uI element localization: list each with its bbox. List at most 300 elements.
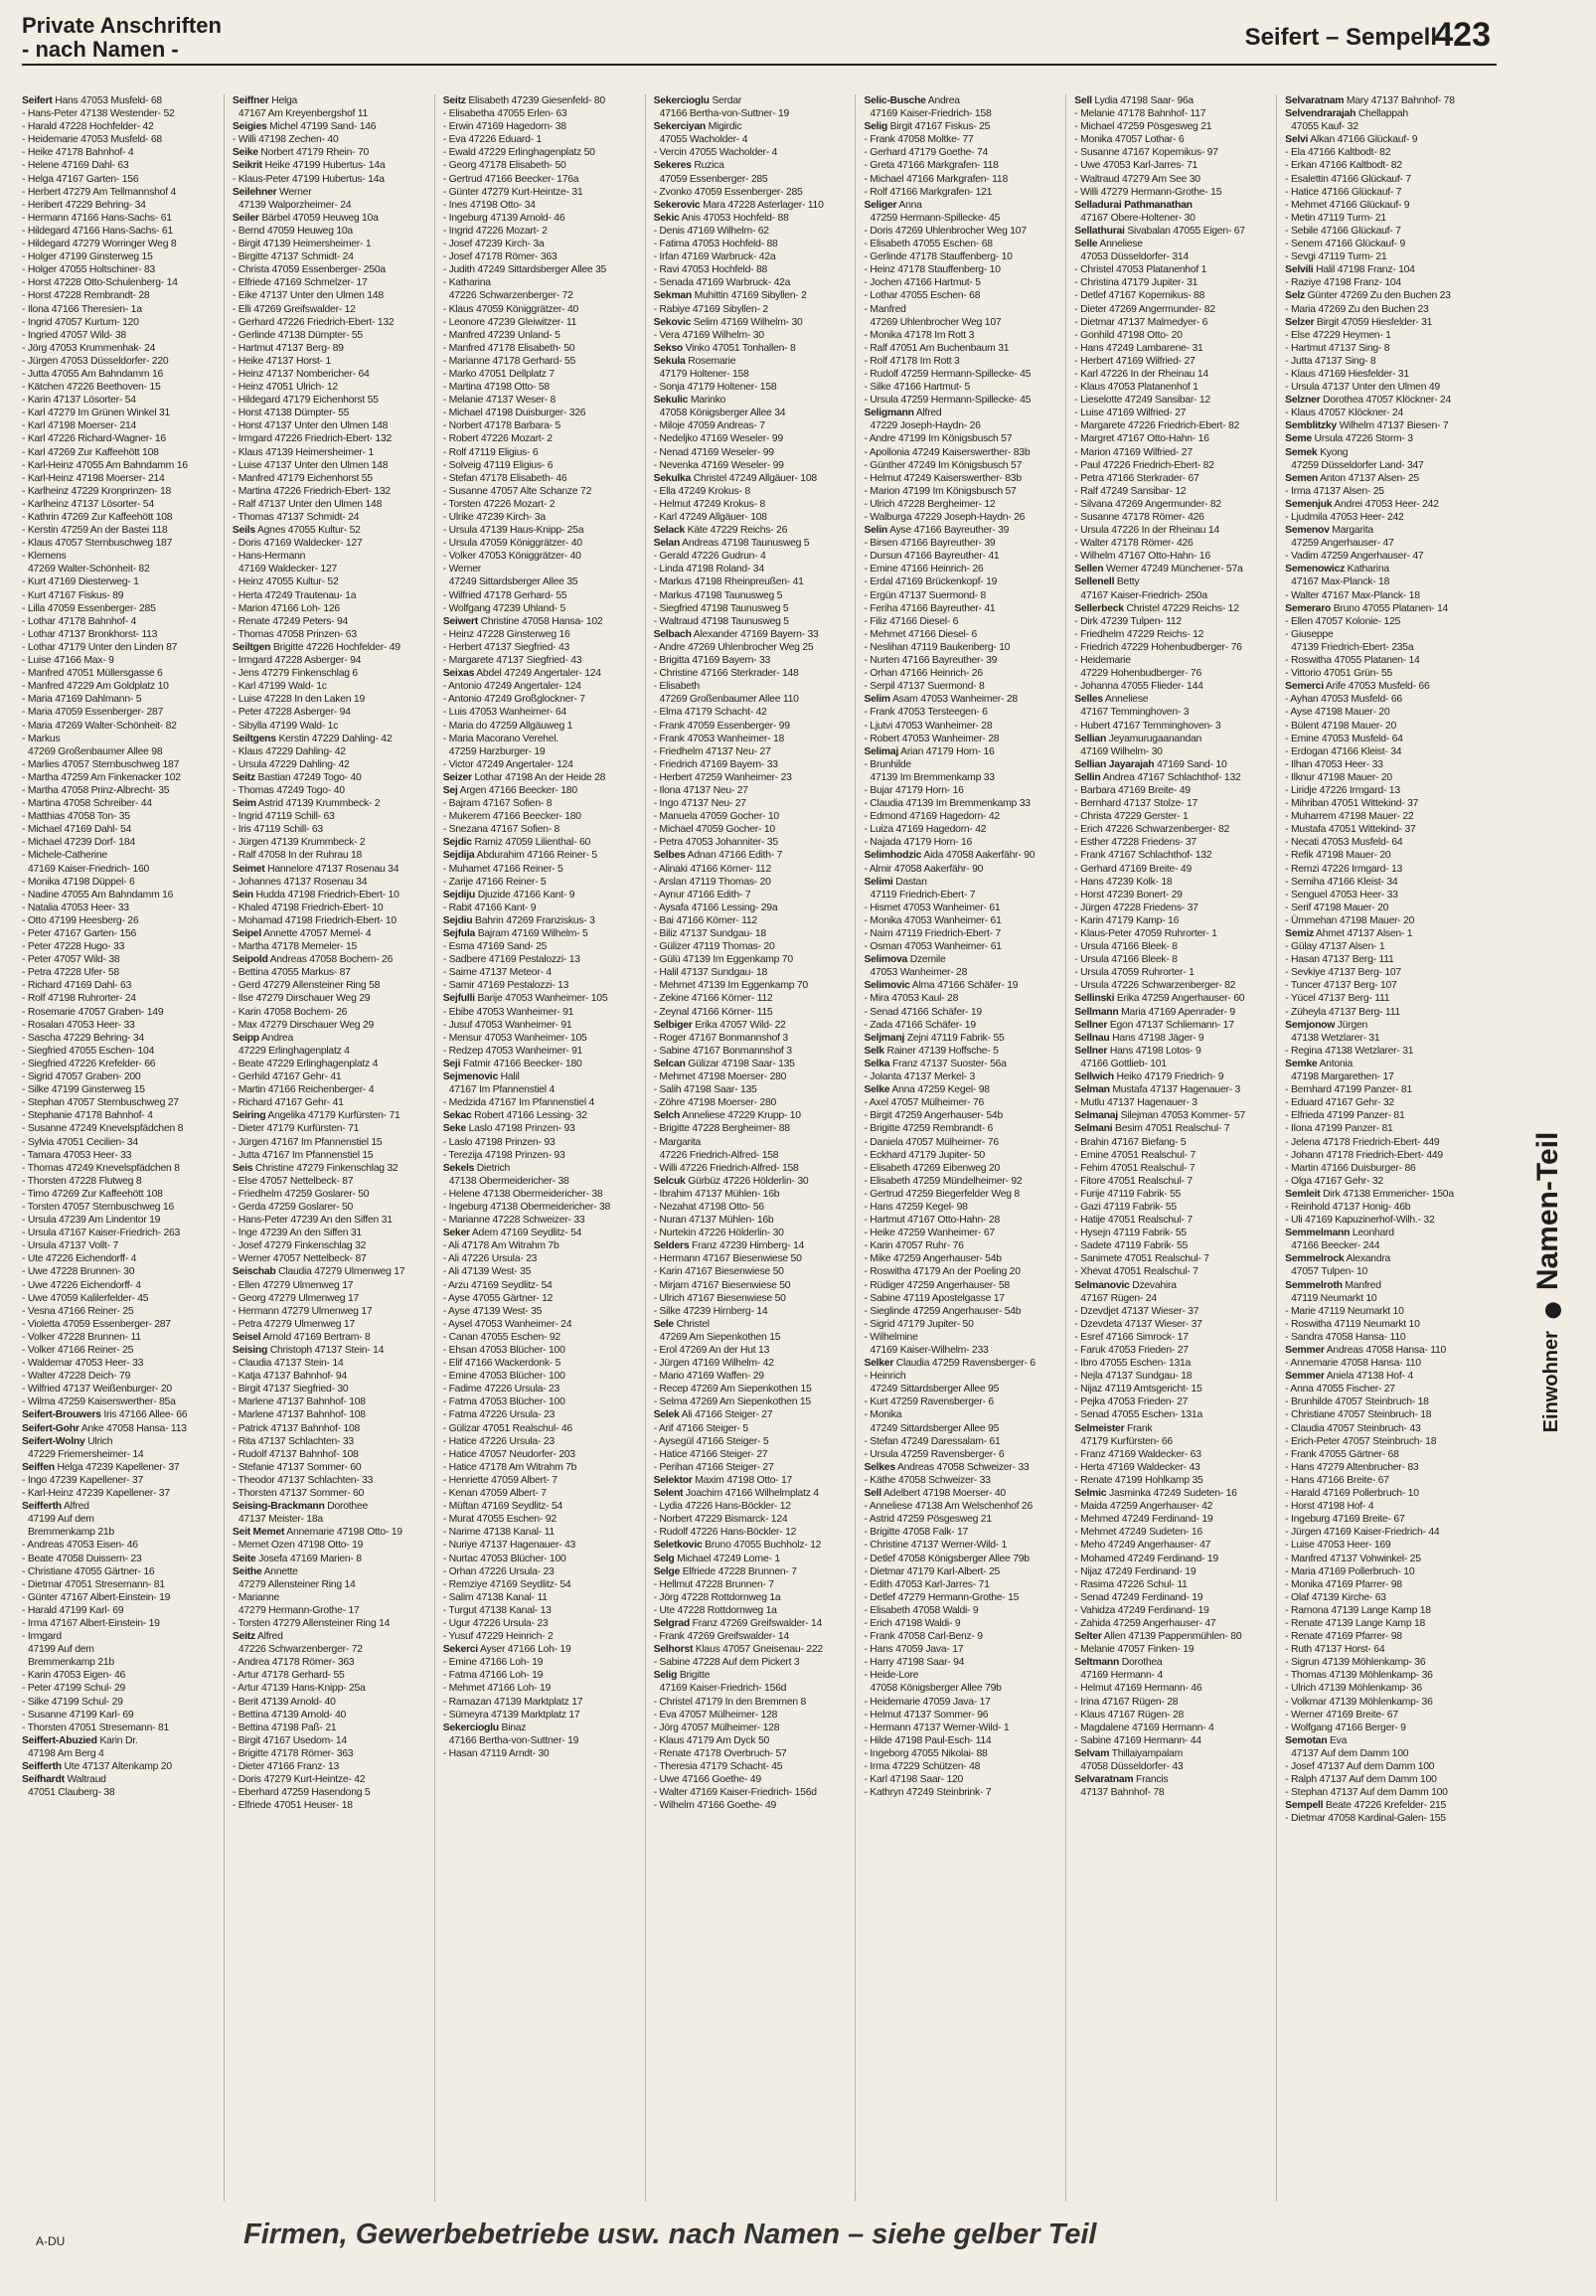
entry-details: - Selma 47269 Am Siepenkothen 15 <box>653 1396 811 1408</box>
entry-details: - Sanimete 47051 Realschul- 7 <box>1074 1253 1209 1265</box>
directory-entry <box>443 1292 641 1305</box>
directory-entry <box>22 1344 220 1357</box>
directory-entry <box>22 1722 220 1734</box>
directory-entry <box>1074 589 1272 602</box>
directory-entry <box>233 524 430 537</box>
entry-details: - Friedrich 47169 Bayern- 33 <box>653 758 778 770</box>
directory-entry <box>233 1553 430 1565</box>
directory-entry <box>864 432 1061 445</box>
directory-entry <box>22 1461 220 1474</box>
directory-entry <box>654 342 852 355</box>
entry-details: - Hatice 47226 Ursula- 23 <box>442 1435 555 1447</box>
directory-entry <box>22 289 220 302</box>
entry-details: - Esma 47169 Sand- 25 <box>442 941 548 953</box>
directory-entry <box>1074 1188 1272 1201</box>
directory-entry <box>654 1395 852 1408</box>
directory-entry <box>22 1786 220 1799</box>
entry-details: - Hermann 47137 Werner-Wild- 1 <box>864 1722 1010 1733</box>
directory-entry <box>1074 784 1272 797</box>
entry-surname: Selka <box>864 1058 890 1069</box>
entry-surname: Semjonow <box>1285 1019 1336 1031</box>
entry-surname: Seifferth <box>22 1761 62 1772</box>
directory-entry <box>1074 1279 1272 1292</box>
entry-details: - Karin 47058 Bochem- 26 <box>232 1006 348 1018</box>
directory-entry <box>1074 1773 1272 1786</box>
directory-entry <box>654 1513 852 1526</box>
entry-details: Anton 47137 Alsen- 25 <box>1320 472 1419 484</box>
entry-details: - Vera 47169 Wilhelm- 30 <box>653 329 764 341</box>
directory-entry <box>1285 1448 1483 1461</box>
entry-details: - Perihan 47166 Steiger- 27 <box>653 1461 774 1473</box>
entry-details: Birgit 47167 Fiskus- 25 <box>889 121 991 133</box>
directory-entry <box>654 212 852 225</box>
directory-entry <box>443 1188 641 1201</box>
directory-entry <box>22 276 220 289</box>
directory-entry <box>654 1422 852 1435</box>
directory-entry <box>1074 159 1272 172</box>
directory-entry <box>233 107 430 120</box>
directory-entry <box>233 1357 430 1370</box>
entry-details: - Olga 47167 Gehr- 32 <box>1285 1175 1383 1187</box>
entry-details: - Hilde 47198 Paul-Esch- 114 <box>864 1734 992 1746</box>
directory-entry <box>864 1070 1061 1083</box>
directory-entry <box>443 368 641 381</box>
entry-details: - Klaus 47057 Sternbuschweg 187 <box>22 538 173 550</box>
entry-details: Adnan 47166 Edith- 7 <box>687 850 783 862</box>
directory-entry <box>864 368 1061 381</box>
entry-details: 47139 Friedrich-Ebert- 235a <box>1291 641 1414 653</box>
entry-details: - Ulrike 47239 Kirch- 3a <box>442 512 546 523</box>
entry-details: - Hildegard 47279 Worringer Weg 8 <box>22 239 177 250</box>
entry-surname: Selvaratnam <box>1074 1774 1134 1786</box>
directory-entry <box>443 797 641 810</box>
entry-details: - Heinz 47055 Kultur- 52 <box>232 576 339 588</box>
directory-entry <box>654 1565 852 1578</box>
entry-details: - Aysafa 47166 Lessing- 29a <box>653 902 778 913</box>
directory-entry <box>22 849 220 862</box>
entry-details: - Maria do 47259 Allgäuweg 1 <box>442 720 573 732</box>
directory-entry <box>1074 1344 1272 1357</box>
entry-details: - Osman 47053 Wanheimer- 61 <box>864 941 1002 953</box>
entry-details: - Petra 47279 Ulmenweg 17 <box>232 1318 355 1330</box>
directory-entry <box>1074 238 1272 250</box>
entry-details: - Elfrieda 47199 Panzer- 81 <box>1285 1110 1405 1122</box>
entry-details: - Zeynal 47166 Körner- 115 <box>653 1006 773 1018</box>
entry-details: - Bai 47166 Körner- 112 <box>653 914 757 926</box>
entry-surname: Sekeres <box>653 160 692 172</box>
entry-details: Bärbel 47059 Heuweg 10a <box>261 212 379 224</box>
entry-details: 47169 Waldecker- 127 <box>238 564 338 575</box>
entry-surname: Selimaj <box>864 745 899 757</box>
directory-entry <box>654 706 852 719</box>
entry-details: - Remzi 47226 Irmgard- 13 <box>1285 863 1403 875</box>
entry-surname: Seigies <box>232 121 267 133</box>
entry-details: - Christina 47179 Jupiter- 31 <box>1074 277 1198 289</box>
entry-details: - Luis 47053 Wanheimer- 64 <box>442 707 566 719</box>
directory-entry <box>22 797 220 810</box>
directory-entry <box>1074 733 1272 745</box>
entry-details: - Aynur 47166 Edith- 7 <box>653 889 751 901</box>
directory-entry <box>233 1630 430 1643</box>
directory-entry <box>443 1604 641 1617</box>
directory-entry <box>233 1188 430 1201</box>
entry-details: Helga 47239 Kapellener- 37 <box>57 1461 180 1473</box>
entry-details: Andrea <box>260 1032 293 1044</box>
directory-entry <box>1074 823 1272 836</box>
entry-details: - Norbert 47229 Bismarck- 124 <box>653 1514 788 1526</box>
entry-details: - Maria 47269 Zu den Buchen 23 <box>1285 303 1429 315</box>
entry-details: 47139 Im Bremmenkamp 33 <box>870 771 995 783</box>
directory-entry <box>1285 797 1483 810</box>
directory-entry <box>443 953 641 966</box>
directory-entry <box>864 797 1061 810</box>
directory-entry <box>654 498 852 511</box>
directory-entry <box>1285 368 1483 381</box>
directory-entry <box>443 186 641 199</box>
entry-details: - Wolfgang 47166 Berger- 9 <box>1285 1722 1406 1733</box>
entry-details: - Jusuf 47053 Wanheimer- 91 <box>442 1019 572 1031</box>
entry-details: - Arslan 47119 Thomas- 20 <box>653 876 771 888</box>
directory-entry <box>1285 1722 1483 1734</box>
entry-details: - Roger 47167 Bonmannshof 3 <box>653 1032 788 1044</box>
entry-details: Anneliese <box>1099 239 1143 250</box>
entry-details: - Renate 47199 Hohlkamp 35 <box>1074 1474 1203 1486</box>
entry-details: Joachim 47166 Wilhelmplatz 4 <box>685 1488 819 1500</box>
entry-details: - Renate 47249 Peters- 94 <box>232 615 349 627</box>
directory-entry <box>654 927 852 940</box>
directory-entry <box>1074 485 1272 498</box>
entry-details: - Marko 47051 Dellplatz 7 <box>442 368 555 380</box>
entry-details: Astrid 47139 Krummbeck- 2 <box>257 798 381 810</box>
directory-entry <box>654 1487 852 1500</box>
entry-details: - Ute 47228 Rottdornweg 1a <box>653 1604 777 1616</box>
directory-entry <box>233 940 430 953</box>
directory-entry <box>1285 902 1483 914</box>
entry-details: Bajram 47169 Wilhelm- 5 <box>477 928 588 939</box>
entry-details: - Doris 47169 Waldecker- 127 <box>232 538 363 550</box>
directory-entry <box>233 1539 430 1552</box>
entry-details: - Ursula 47226 In der Rheinau 14 <box>1074 525 1219 537</box>
directory-entry <box>864 550 1061 563</box>
directory-entry <box>443 342 641 355</box>
directory-entry <box>864 889 1061 902</box>
entry-details: - Linda 47198 Roland- 34 <box>653 564 764 575</box>
entry-details: - Irma 47229 Schützen- 48 <box>864 1761 981 1772</box>
directory-entry <box>654 1096 852 1109</box>
entry-details: - Silvana 47269 Angermunder- 82 <box>1074 498 1221 510</box>
entry-details: - Frank 47053 Tersteegen- 6 <box>864 707 988 719</box>
directory-entry <box>654 575 852 588</box>
entry-details: - Matthias 47058 Ton- 35 <box>22 811 130 823</box>
entry-details: - Ela 47166 Kaltbodt- 82 <box>1285 147 1391 159</box>
directory-entry <box>1285 316 1483 329</box>
directory-entry <box>864 1006 1061 1019</box>
directory-entry <box>1074 212 1272 225</box>
directory-entry <box>443 693 641 706</box>
entry-details: - Sabine 47119 Apostelgasse 17 <box>864 1292 1005 1304</box>
directory-entry <box>22 472 220 485</box>
directory-entry <box>443 1448 641 1461</box>
entry-surname: Seike <box>232 147 258 159</box>
directory-entry <box>1074 1175 1272 1188</box>
entry-surname: Selke <box>864 1084 890 1096</box>
directory-entry <box>443 263 641 276</box>
entry-details: - Lothar 47179 Unter den Linden 87 <box>22 641 178 653</box>
entry-details: - Metin 47119 Turm- 21 <box>1285 212 1386 224</box>
entry-surname: Seifert-Brouwers <box>22 1409 101 1421</box>
directory-entry <box>1285 1136 1483 1149</box>
entry-details: Alfred <box>63 1501 89 1513</box>
directory-entry <box>22 979 220 992</box>
directory-entry <box>1074 745 1272 758</box>
entry-details: - Hermann 47279 Ulmenweg 17 <box>232 1305 373 1317</box>
directory-entry <box>233 1604 430 1617</box>
entry-details: - Kätchen 47226 Beethoven- 15 <box>22 382 161 394</box>
directory-entry <box>1074 927 1272 940</box>
directory-entry <box>864 1565 1061 1578</box>
entry-details: - Lilla 47059 Essenberger- 285 <box>22 602 156 614</box>
entry-surname: Sellian <box>1074 733 1107 744</box>
directory-entry <box>22 250 220 263</box>
entry-details: - Fatma 47166 Loh- 19 <box>442 1670 544 1682</box>
entry-details: - Karlheinz 47229 Kronprinzen- 18 <box>22 485 172 497</box>
entry-surname: Selmanovic <box>1074 1279 1130 1291</box>
directory-entry <box>1074 524 1272 537</box>
entry-details: - Manfred <box>864 303 906 315</box>
entry-details: - Tamara 47053 Heer- 33 <box>22 1149 132 1161</box>
entry-details: Lothar 47198 An der Heide 28 <box>474 771 606 783</box>
entry-details: - Jörg 47053 Krummenhak- 24 <box>22 342 156 354</box>
entry-details: 47057 Tulpen- 10 <box>1291 1266 1368 1278</box>
directory-entry <box>443 511 641 524</box>
directory-entry <box>22 303 220 316</box>
directory-entry <box>1285 1045 1483 1058</box>
directory-entry <box>864 199 1061 212</box>
directory-entry <box>443 589 641 602</box>
entry-details: - Nenad 47169 Weseler- 99 <box>653 446 774 458</box>
entry-details: - Erwin 47169 Hagedorn- 38 <box>442 121 566 133</box>
entry-details: Lydia 47198 Saar- 96a <box>1094 95 1194 106</box>
directory-entry <box>1285 693 1483 706</box>
directory-entry <box>654 745 852 758</box>
directory-entry <box>1285 1526 1483 1539</box>
directory-entry <box>654 810 852 823</box>
entry-details: - Herbert 47259 Wanheimer- 23 <box>653 771 792 783</box>
entry-details: - Hatice 47166 Steiger- 27 <box>653 1448 768 1460</box>
entry-details: - Waldemar 47053 Heer- 33 <box>22 1358 144 1370</box>
entry-details: Anna <box>898 199 922 211</box>
directory-entry <box>22 212 220 225</box>
entry-surname: Seitz <box>232 1631 255 1643</box>
entry-details: - Sadbere 47169 Pestalozzi- 13 <box>442 954 580 966</box>
directory-entry <box>864 1604 1061 1617</box>
entry-details: - Renate 47169 Pfarrer- 98 <box>1285 1631 1402 1643</box>
directory-entry <box>233 1591 430 1604</box>
directory-entry <box>22 706 220 719</box>
entry-details: - Serpil 47137 Suermond- 8 <box>864 681 985 693</box>
directory-entry <box>1074 1109 1272 1122</box>
directory-entry <box>233 159 430 172</box>
entry-details: - Walburga 47229 Joseph-Haydn- 26 <box>864 512 1026 523</box>
entry-details: - Mehmet 47198 Moerser- 280 <box>653 1071 787 1083</box>
directory-entry <box>233 1227 430 1239</box>
entry-details: - Holger 47199 Ginsterweg 15 <box>22 251 153 263</box>
entry-surname: Sellnau <box>1074 1032 1110 1044</box>
directory-entry <box>864 329 1061 342</box>
directory-entry <box>443 329 641 342</box>
directory-entry <box>864 316 1061 329</box>
entry-details: - Nijaz 47249 Ferdinand- 19 <box>1074 1565 1197 1577</box>
entry-details: - Violetta 47059 Essenberger- 287 <box>22 1318 171 1330</box>
entry-details: - Ljudmila 47053 Heer- 242 <box>1285 512 1404 523</box>
entry-details: - Esref 47166 Simrock- 17 <box>1074 1331 1189 1343</box>
entry-details: Ahmet 47137 Alsen- 1 <box>1316 928 1413 939</box>
directory-entry <box>1285 511 1483 524</box>
entry-details: - Werner <box>442 564 481 575</box>
directory-entry <box>654 654 852 667</box>
directory-entry <box>233 1487 430 1500</box>
entry-details: Christine 47279 Finkenschlag 32 <box>254 1162 399 1174</box>
entry-details: - Ursula 47239 Am Lindentor 19 <box>22 1215 161 1227</box>
directory-entry <box>1285 1214 1483 1227</box>
entry-details: - Wilhelmine <box>864 1331 918 1343</box>
directory-entry <box>443 381 641 394</box>
directory-entry <box>443 1370 641 1383</box>
entry-details: - Josef 47279 Finkenschlag 32 <box>232 1240 367 1252</box>
entry-details: - Peter 47057 Wild- 38 <box>22 954 120 966</box>
directory-entry <box>22 1408 220 1421</box>
entry-details: - Susanne 47178 Römer- 426 <box>1074 512 1204 523</box>
directory-entry <box>654 225 852 238</box>
directory-entry <box>654 1474 852 1487</box>
entry-details: Elfriede 47228 Brunnen- 7 <box>682 1565 797 1577</box>
directory-entry <box>1285 733 1483 745</box>
directory-entry <box>864 720 1061 733</box>
entry-details: Werner 47249 Münchener- 57a <box>1106 564 1243 575</box>
entry-details: Helga <box>271 95 298 106</box>
entry-details: - Ulrich 47139 Möhlenkamp- 36 <box>1285 1683 1422 1695</box>
directory-entry <box>233 1344 430 1357</box>
entry-details: Franz 47137 Suoster- 56a <box>891 1058 1007 1069</box>
entry-details: - Nuriye 47137 Hagenauer- 43 <box>442 1540 576 1552</box>
entry-surname: Seifferth <box>22 1501 62 1513</box>
entry-details: - Martina 47058 Schreiber- 44 <box>22 798 152 810</box>
directory-entry <box>654 680 852 693</box>
directory-entry <box>864 1500 1061 1513</box>
entry-details: Binaz <box>501 1722 527 1733</box>
directory-entry <box>1074 1474 1272 1487</box>
entry-details: Alfred <box>256 1631 283 1643</box>
directory-entry <box>1074 276 1272 289</box>
directory-entry <box>864 107 1061 120</box>
directory-entry <box>233 316 430 329</box>
entry-details: - Vittorio 47051 Grün- 55 <box>1285 668 1393 680</box>
directory-entry <box>22 537 220 550</box>
directory-entry <box>1285 1032 1483 1045</box>
section-title <box>22 14 222 62</box>
directory-entry <box>1285 1617 1483 1630</box>
directory-entry <box>1074 419 1272 432</box>
directory-entry <box>654 550 852 563</box>
directory-entry <box>654 289 852 302</box>
directory-entry <box>22 1331 220 1344</box>
entry-details: - Klaus 47057 Klöckner- 24 <box>1285 408 1403 419</box>
entry-details: - Hildegard 47166 Hans-Sachs- 61 <box>22 225 173 237</box>
entry-details: - Monika 47057 Lothar- 6 <box>1074 134 1185 146</box>
footer-code: A-DU <box>36 2234 66 2248</box>
directory-entry <box>1074 1357 1272 1370</box>
directory-entry <box>1285 1070 1483 1083</box>
entry-details: - Memet Ozen 47198 Otto- 19 <box>232 1540 364 1552</box>
directory-entry <box>1285 342 1483 355</box>
directory-entry <box>233 1786 430 1799</box>
entry-details: Michel 47199 Sand- 146 <box>269 121 377 133</box>
directory-entry <box>654 1370 852 1383</box>
directory-entry <box>654 120 852 133</box>
directory-entry <box>443 1109 641 1122</box>
entry-details: - Uwe 47053 Karl-Jarres- 71 <box>1074 160 1198 172</box>
entry-surname: Sell <box>1074 95 1092 106</box>
entry-details: - Raziye 47198 Franz- 104 <box>1285 277 1401 289</box>
directory-entry <box>1074 1201 1272 1214</box>
entry-details: - Kathryn 47249 Steinbrink- 7 <box>864 1787 992 1799</box>
entry-details: - Wilma 47259 Kaiserswerther- 85a <box>22 1396 176 1408</box>
entry-details: - Ralf 47249 Sansibar- 12 <box>1074 485 1187 497</box>
directory-entry <box>864 1734 1061 1747</box>
directory-entry <box>233 1565 430 1578</box>
entry-surname: Seite <box>232 1553 256 1564</box>
entry-details: - Nurten 47166 Bayreuther- 39 <box>864 655 998 667</box>
directory-entry <box>1285 1696 1483 1709</box>
entry-details: - Ehsan 47053 Blücher- 100 <box>442 1345 565 1356</box>
entry-details: - Martha 47178 Memeler- 15 <box>232 941 358 953</box>
entry-details: - Maria 47269 Walter-Schönheit- 82 <box>22 720 177 732</box>
entry-details: - Eduard 47167 Gehr- 32 <box>1285 1097 1394 1109</box>
directory-entry <box>233 784 430 797</box>
entry-details: 47169 Hermann- 4 <box>1080 1670 1163 1682</box>
entry-surname: Selimi <box>864 876 893 888</box>
directory-entry <box>1074 1318 1272 1331</box>
entry-details: Ayse 47166 Bayreuther- 39 <box>889 525 1010 537</box>
entry-details: - Daniela 47057 Mülheimer- 76 <box>864 1136 999 1148</box>
entry-surname: Selin <box>864 525 888 537</box>
entry-surname: Selek <box>653 1409 680 1421</box>
directory-entry <box>233 1239 430 1252</box>
entry-details: - Stefan 47249 Daressalam- 61 <box>864 1435 1001 1447</box>
entry-details: - Marianne 47178 Gerhard- 55 <box>442 355 576 367</box>
entry-details: Barije 47053 Wanheimer- 105 <box>477 993 608 1005</box>
entry-details: - Irina 47167 Rügen- 28 <box>1074 1696 1179 1708</box>
entry-details: 47166 Bertha-von-Suttner- 19 <box>448 1734 579 1746</box>
entry-details: - Ursula 47259 Hermann-Spillecke- 45 <box>864 395 1032 407</box>
entry-details: - Siegfried 47198 Taunusweg 5 <box>653 602 789 614</box>
entry-details: - Fatma 47226 Ursula- 23 <box>442 1409 556 1421</box>
entry-surname: Sellenell <box>1074 576 1115 588</box>
entry-surname: Sempell <box>1285 1800 1324 1812</box>
directory-entry <box>1074 133 1272 146</box>
entry-details: - Hartmut 47137 Sing- 8 <box>1285 342 1390 354</box>
entry-details: - Gerda 47259 Goslarer- 50 <box>232 1201 353 1213</box>
directory-entry <box>1074 876 1272 889</box>
directory-entry <box>443 1500 641 1513</box>
entry-surname: Selimovic <box>864 980 910 992</box>
entry-details: - Emine 47166 Heinrich- 26 <box>864 564 984 575</box>
directory-entry <box>233 680 430 693</box>
entry-details: - Silke 47166 Hartmut- 5 <box>864 382 971 394</box>
entry-details: 47137 Meister- 18a <box>238 1514 323 1526</box>
entry-details: - Khaled 47198 Friedrich-Ebert- 10 <box>232 902 384 913</box>
entry-details: - Friedhelm 47229 Reichs- 12 <box>1074 628 1204 640</box>
